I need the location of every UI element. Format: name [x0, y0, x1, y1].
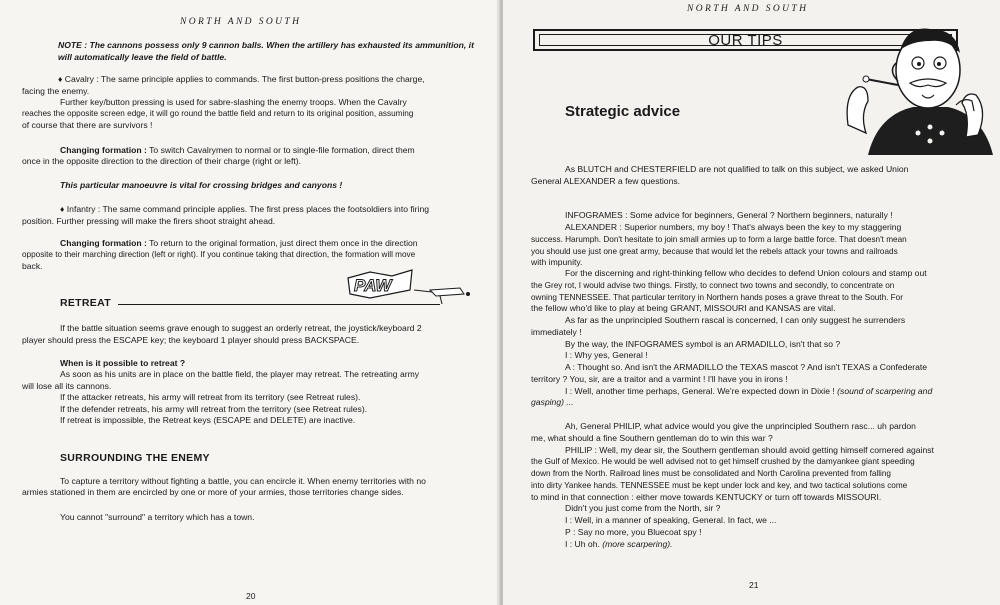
- running-head: NORTH AND SOUTH: [687, 4, 809, 14]
- dialogue-line: PHILIP : Well, my dear sir, the Southern gentleman should avoid getting himself cornered against: [565, 445, 934, 455]
- dialogue-line: you should use just one great army, because that would let the rebels attack your towns and railroads: [531, 247, 898, 256]
- dialogue-line: As far as the unprincipled Southern rascal is concerned, I can only suggest he surrenders: [565, 315, 906, 325]
- infantry-text-2: position. Further pressing will make the firers shoot straight ahead.: [22, 216, 276, 226]
- changing-formation-text-2: once in the opposite direction to the direction of their charge (right or left).: [22, 156, 301, 166]
- dialogue-line: I : Why yes, General !: [565, 350, 648, 360]
- paw-sound-effect: PAW: [354, 276, 392, 295]
- dialogue-line: I : Well, in a manner of speaking, General. In fact, we ...: [565, 515, 777, 525]
- dialogue-stage-direction: (more scarpering).: [602, 539, 673, 549]
- dialogue-line: me, what should a fine Southern gentleman do to win this war ?: [531, 433, 773, 443]
- dialogue-line: For the discerning and right-thinking fellow who decides to defend Union colours and stamp out: [565, 268, 927, 278]
- changing-formation-label-2: Changing formation :: [60, 238, 147, 248]
- cannon-note: NOTE : The cannons possess only 9 cannon balls. When the artillery has exhausted its ammunition, it will automatically leave the field of battle.: [58, 40, 474, 62]
- when-text-5: If retreat is impossible, the Retreat keys (ESCAPE and DELETE) are inactive.: [60, 415, 356, 425]
- surrounding-heading: SURROUNDING THE ENEMY: [60, 452, 210, 464]
- dialogue-line: Ah, General PHILIP, what advice would you give the unprincipled Southern rasc... uh pardon: [565, 421, 916, 431]
- retreat-rule: [118, 304, 440, 305]
- when-text-1: As soon as his units are in place on the battle field, the player may retreat. The retreating army: [60, 369, 420, 379]
- surround-text-1: To capture a territory without fighting a battle, you can encircle it. When enemy territories with no: [60, 476, 426, 486]
- dialogue-line: into dirty Yankee hands. TENNESSEE must be kept under lock and key, and two tactical solutions come: [531, 481, 908, 490]
- dialogue-line: Didn't you just come from the North, sir ?: [565, 503, 721, 513]
- dialogue-line: the Grey rot, I would advise two things. Firstly, to connect two towns and secondly, to concentrate on: [531, 281, 895, 290]
- surround-text-2: armies stationed in them are encircled by one or more of your armies, those territories change sides.: [22, 487, 404, 497]
- dialogue-line: I : Uh oh.: [565, 539, 600, 549]
- dialogue-line: owning TENNESSEE. That particular territory in Northern hands poses a grave threat to the South. For: [531, 293, 903, 302]
- changing-formation-text-3: To return to the original formation, just direct them once in the direction: [149, 238, 418, 248]
- dialogue-line: with impunity.: [531, 257, 583, 267]
- cavalry-text-5: of course that there are survivors !: [22, 120, 153, 130]
- dialogue-line: By the way, the INFOGRAMES symbol is an ARMADILLO, isn't that so ?: [565, 339, 841, 349]
- dialogue-line: I : Well, another time perhaps, General. We're expected down in Dixie !: [565, 386, 835, 396]
- dialogue-line: immediately !: [531, 327, 582, 337]
- intro-text-1: As BLUTCH and CHESTERFIELD are not qualified to talk on this subject, we asked Union: [565, 164, 909, 174]
- manoeuvre-note: This particular manoeuvre is vital for crossing bridges and canyons !: [60, 180, 343, 190]
- when-text-4: If the defender retreats, his army will retreat from the territory (see Retreat rules).: [60, 404, 368, 414]
- changing-formation-label: Changing formation :: [60, 145, 147, 155]
- our-tips-title: OUR TIPS: [539, 34, 952, 46]
- dialogue-line: A : Thought so. And isn't the ARMADILLO the TEXAS mascot ? And isn't TEXAS a Confederate: [565, 362, 928, 372]
- dialogue-line: to mind in that connection : either move towards KENTUCKY or turn off towards MISSOURI.: [531, 492, 882, 502]
- dialogue-line: ALEXANDER : Superior numbers, my boy ! That's always been the key to my staggering: [565, 222, 902, 232]
- running-head: NORTH AND SOUTH: [180, 17, 302, 27]
- changing-formation-text-4: opposite to their marching direction (left or right). If you continue taking that direction, the formation will move: [22, 250, 416, 259]
- when-text-3: If the attacker retreats, his army will retreat from its territory (see Retreat rules).: [60, 392, 361, 402]
- page-number: 20: [246, 591, 256, 601]
- changing-formation-text-1: To switch Cavalrymen to normal or to single-file formation, direct them: [149, 145, 415, 155]
- dialogue-line: the Gulf of Mexico. He would be well advised not to get himself crushed by the damyankee giant speeding: [531, 457, 915, 466]
- when-retreat-heading: When is it possible to retreat ?: [60, 358, 186, 368]
- dialogue-stage-direction: gasping) ...: [531, 397, 574, 407]
- cavalry-text-1: ♦ Cavalry : The same principle applies to commands. The first button-press positions the charge,: [58, 74, 425, 84]
- right-page: [503, 0, 1000, 605]
- strategic-advice-heading: Strategic advice: [565, 103, 681, 120]
- infantry-text-1: ♦ Infantry : The same command principle applies. The first press places the footsoldiers into firing: [60, 204, 429, 214]
- surround-text-3: You cannot "surround" a territory which has a town.: [60, 512, 255, 522]
- dialogue-line: territory ? You, sir, are a traitor and a varmint ! I'll have you in irons !: [531, 374, 788, 384]
- general-cartoon-illustration: [838, 15, 998, 160]
- dialogue-line: INFOGRAMES : Some advice for beginners, General ? Northern beginners, naturally !: [565, 210, 893, 220]
- page-number: 21: [749, 580, 759, 590]
- cavalry-text-2: facing the enemy.: [22, 86, 90, 96]
- dialogue-line: success. Harumph. Don't hesitate to join small armies up to form a large battle force. That doesn't mean: [531, 235, 907, 244]
- retreat-heading: RETREAT: [60, 297, 111, 309]
- retreat-text-1: If the battle situation seems grave enough to suggest an orderly retreat, the joystick/keyboard 2: [60, 323, 422, 333]
- cavalry-text-4: reaches the opposite screen edge, it will go round the battle field and return to its original position, assuming: [22, 109, 414, 118]
- dialogue-stage-direction: (sound of scarpering and: [837, 386, 933, 396]
- retreat-text-2: player should press the ESCAPE key; the keyboard 1 player should press BACKSPACE.: [22, 335, 360, 345]
- dialogue-line: down from the North. Railroad lines must be consolidated and North Carolina prevented from falling: [531, 469, 891, 478]
- intro-text-2: General ALEXANDER a few questions.: [531, 176, 681, 186]
- when-text-2: will lose all its cannons.: [22, 381, 112, 391]
- cavalry-text-3: Further key/button pressing is used for sabre-slashing the enemy troops. When the Cavalry: [60, 97, 407, 107]
- dialogue-line: the fellow who'd like to play at being GRANT, MISSOURI and KANSAS are vital.: [531, 303, 836, 313]
- changing-formation-text-5: back.: [22, 261, 43, 271]
- dialogue-line: P : Say no more, you Bluecoat spy !: [565, 527, 702, 537]
